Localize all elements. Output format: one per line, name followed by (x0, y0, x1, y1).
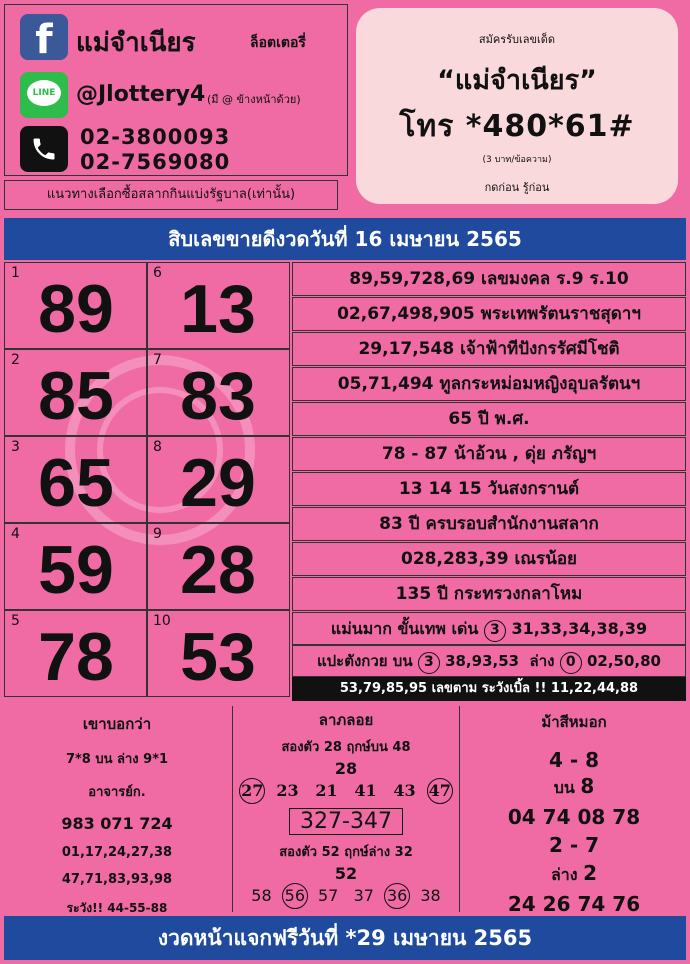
phone-number-1[interactable]: 02-3800093 (80, 125, 231, 149)
line-app-icon[interactable]: LINE (20, 72, 68, 118)
number-cell: 2 85 (4, 349, 148, 436)
number-cell: 9 28 (146, 523, 290, 610)
info-row: 65 ปี พ.ศ. (292, 402, 686, 436)
footer-banner: งวดหน้าแจกฟรีวันที่ *29 เมษายน 2565 (4, 916, 686, 960)
info-row: 29,17,548 เจ้าฟ้าทีปังกรรัศมีโชติ (292, 332, 686, 366)
promo-note: กดก่อน รู้ก่อน (484, 181, 550, 194)
promo-fee: (3 บาท/ข้อความ) (482, 155, 552, 165)
number-cell: 8 29 (146, 436, 290, 523)
facebook-icon[interactable]: f (20, 14, 68, 60)
column-khao-bok: เขาบอกว่า 7*8 บน ล่าง 9*1 อาจารย์ก. 983 071 724 01,17,24,27,38 47,71,83,93,98 ระวัง!! 44-55-88 (61, 715, 173, 915)
info-row: 78 - 87 น้าอ้วน , ดุ่ย ภรัญฯ (292, 437, 686, 471)
facebook-page-sub: ล็อตเตอรี่ (250, 35, 306, 51)
follow-numbers: 53,79,85,95 เลขตาม ระวังเบิ้ล !! 11,22,44,88 (292, 677, 686, 701)
info-row: 83 ปี ครบรอบสำนักงานสลาก (292, 507, 686, 541)
promo-subscribe: สมัครรับเลขเด็ด (478, 33, 556, 46)
number-cell: 7 83 (146, 349, 290, 436)
phone-icon[interactable] (20, 126, 68, 172)
line-id[interactable]: @Jlottery4 (76, 82, 206, 107)
info-row: 89,59,728,69 เลขมงคล ร.9 ร.10 (292, 262, 686, 296)
facebook-page-name[interactable]: แม่จำเนียร (76, 28, 196, 58)
page-title: สิบเลขขายดีงวดวันที่ 16 เมษายน 2565 (4, 218, 686, 260)
number-cell: 1 89 (4, 262, 148, 349)
info-row: 028,283,39 เณรน้อย (292, 542, 686, 576)
info-row: 13 14 15 วันสงกรานต์ (292, 472, 686, 506)
line-note: (มี @ ข้างหน้าด้วย) (207, 93, 301, 106)
promo-dial-code[interactable]: โทร *480*61# (399, 109, 635, 144)
info-row-mae: แม่นมาก ขั้นเทพ เด่น 3 31,33,34,38,39 (292, 612, 686, 646)
phone-number-2[interactable]: 02-7569080 (80, 150, 231, 174)
promo-name: “แม่จำเนียร” (437, 65, 597, 96)
number-cell: 4 59 (4, 523, 148, 610)
number-cell: 5 78 (4, 610, 148, 697)
info-row: 02,67,498,905 พระเทพรัตนราชสุดาฯ (292, 297, 686, 331)
number-cell: 10 53 (146, 610, 290, 697)
info-row: 135 ปี กระทรวงกลาโหม (292, 577, 686, 611)
number-cell: 3 65 (4, 436, 148, 523)
column-ma-si-mok: ม้าสีหมอก 4 - 8 บน 8 04 74 08 78 2 - 7 ล่าง 2 24 26 74 76 (507, 713, 641, 916)
column-lap-loi: ลาภลอย สองตัว 28 ฤกษ์บน 48 28 27 23 21 41 43 47 327-347 สองตัว 52 ฤกษ์ล่าง 32 52 58 56 57 37 36 38 (232, 706, 460, 912)
number-cell: 6 13 (146, 262, 290, 349)
info-row-pae: แปะตังกวย บน 3 38,93,53 ล่าง 0 02,50,80 (292, 644, 686, 677)
promo-card (356, 8, 678, 204)
info-row: 05,71,494 ทูลกระหม่อมหญิงอุบลรัตนฯ (292, 367, 686, 401)
guide-text: แนวทางเลือกซื้อสลากกินแบ่งรัฐบาล(เท่านั้น) (4, 180, 338, 210)
